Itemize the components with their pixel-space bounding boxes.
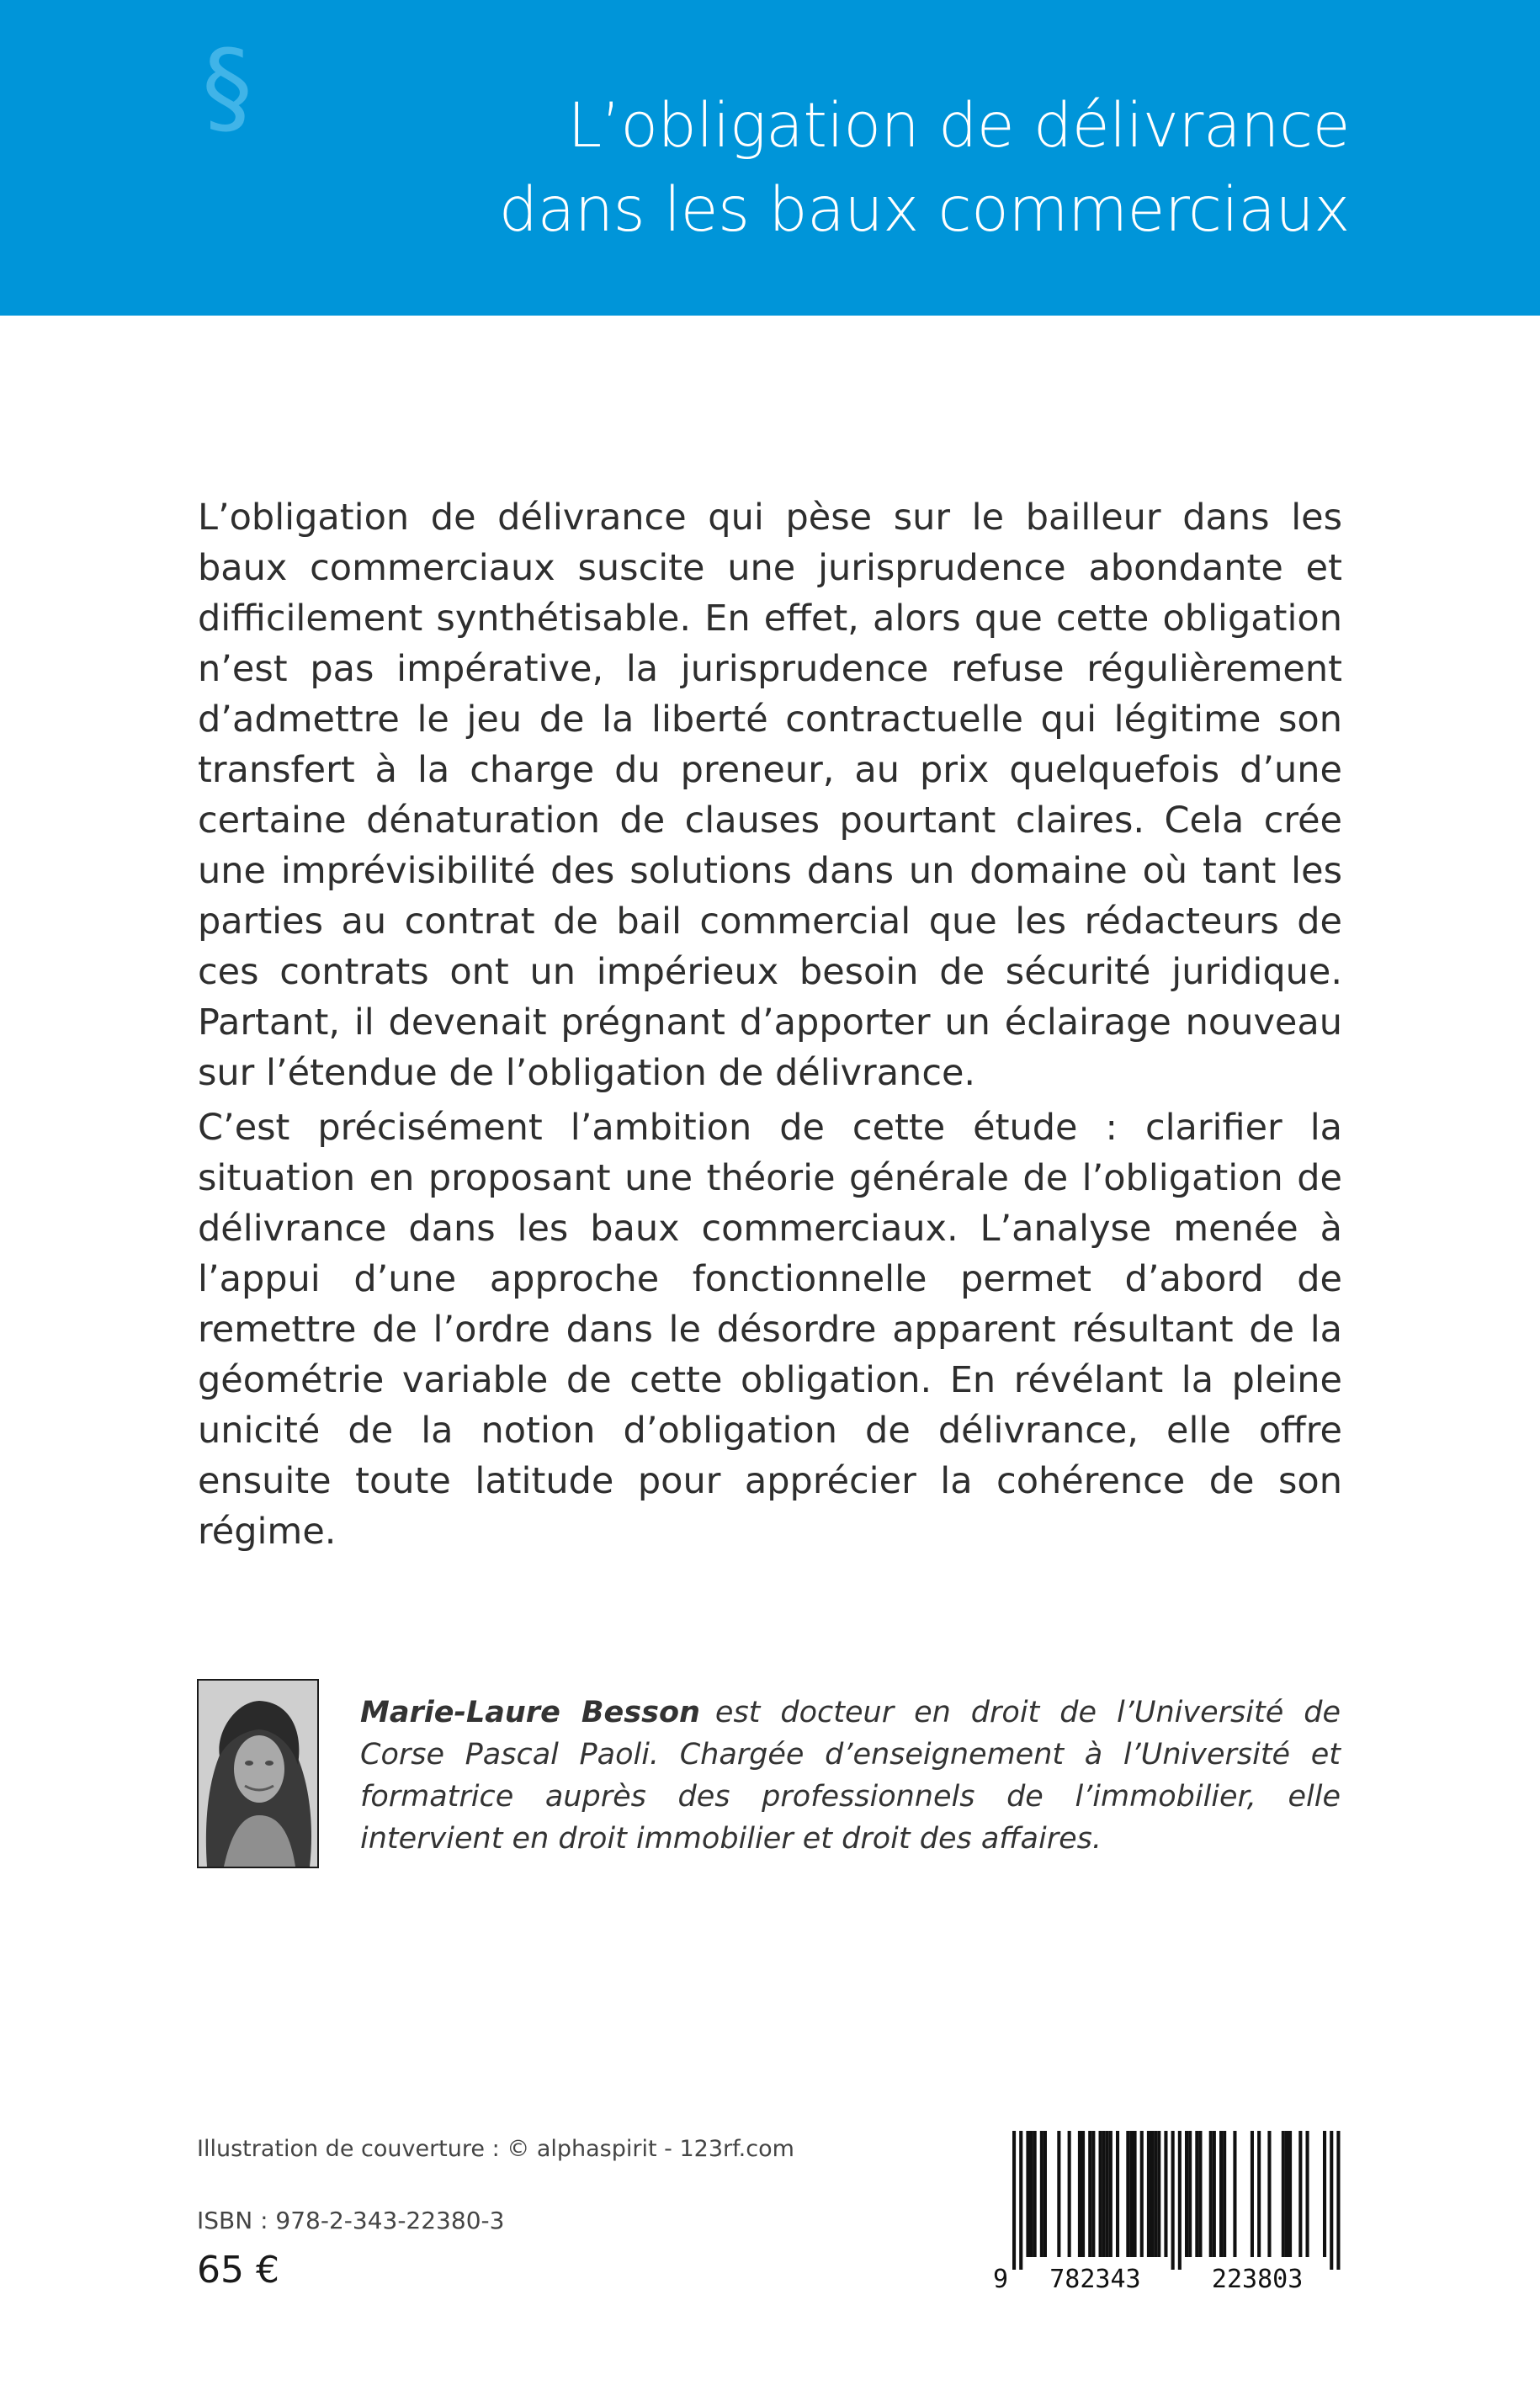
blurb-paragraph-2: C’est précisément l’ambition de cette étude : clarifier la situation en proposant une théorie générale de l’obligation de délivrance dans les baux commerciaux. L’analyse menée à l’appui d’une approche fonctionnelle permet d’abord de remettre de l’ordre dans le désordre apparent résultant de la géométrie variable de cette obligation. En révélant la pleine unicité de la notion d’obligation de délivrance, elle offre ensuite toute latitude pour apprécier la cohérence de son régime. [198, 1107, 1342, 1553]
title-line-2: dans les baux commerciaux [498, 174, 1350, 246]
author-bio [360, 1692, 1341, 1860]
blurb-paragraph-1: L’obligation de délivrance qui pèse sur le bailleur dans les baux commerciaux suscite une jurisprudence abondante et difficilement synthétisable. En effet, alors que cette obligation n’est pas impérative, la jurisprudence refuse régulièrement d’admettre le jeu de la liberté contractuelle qui légitime son transfert à la charge du preneur, au prix quelquefois d’une certaine dénaturation de clauses pourtant claires. Cela crée une imprévisibilité des solutions dans un domaine où tant les parties au contrat de bail commercial que les rédacteurs de ces contrats ont un impérieux besoin de sécurité juridique. Partant, il devenait prégnant d’apporter un éclairage nouveau sur l’étendue de l’obligation de délivrance. [198, 497, 1342, 1094]
barcode-bar [1129, 2131, 1133, 2257]
barcode-bar [1188, 2131, 1192, 2257]
barcode-bar [1213, 2131, 1216, 2257]
barcode-bar [1057, 2131, 1060, 2257]
barcode-digit-first: 9 [992, 2265, 1009, 2291]
barcode-bar [1223, 2131, 1226, 2257]
barcode-bar [1102, 2131, 1106, 2257]
barcode-digits-right: 223803 [1211, 2265, 1304, 2291]
barcode-bar [1091, 2131, 1095, 2257]
barcode-bar [1233, 2131, 1236, 2257]
title-line-1: L’obligation de délivrance [567, 90, 1350, 162]
author-photo [197, 1679, 319, 1868]
barcode-bar [1171, 2131, 1175, 2270]
author-name: Marie-Laure Besson [360, 1696, 700, 1729]
barcode-bar [1251, 2131, 1254, 2257]
barcode-bar [1178, 2131, 1182, 2270]
barcode-bar [1257, 2131, 1261, 2257]
barcode-bar [1026, 2131, 1029, 2257]
barcode-bar [1288, 2131, 1292, 2257]
barcode-bar [1336, 2131, 1340, 2270]
barcode-bar [1209, 2131, 1213, 2257]
barcode-bar [1330, 2131, 1333, 2270]
barcode-bar [1185, 2131, 1188, 2257]
barcode-bar [1126, 2131, 1129, 2257]
price: 65 € [197, 2249, 279, 2292]
author-portrait-image [199, 1681, 317, 1867]
barcode-bar [1030, 2131, 1033, 2257]
barcode-bar [1267, 2131, 1271, 2257]
barcode-bar [1134, 2131, 1137, 2257]
cover-credit: Illustration de couverture : © alphaspirit - 123rf.com [197, 2136, 794, 2162]
barcode-bar [1219, 2131, 1223, 2257]
barcode-bar [1147, 2131, 1150, 2257]
barcode-bar [1099, 2131, 1102, 2257]
book-title [499, 84, 1350, 252]
barcode-bar [1285, 2131, 1288, 2257]
barcode-digits-left: 782343 [1049, 2265, 1141, 2291]
isbn: ISBN : 978-2-343-22380-3 [197, 2207, 505, 2234]
barcode-bar [1012, 2131, 1016, 2270]
barcode-bar [1043, 2131, 1047, 2257]
barcode-bar [1140, 2131, 1144, 2257]
barcode-bar [1106, 2131, 1109, 2257]
barcode-bar [1019, 2131, 1022, 2270]
author-bio-text: est docteur en droit de l’Université de Corse Pascal Paoli. Chargée d’enseignement à l’Université et formatrice auprès des professionnels de l’immobilier, elle intervient en droit immobilier et droit des affaires. [360, 1696, 1341, 1856]
barcode-bar [1150, 2131, 1154, 2257]
barcode-bar [1068, 2131, 1071, 2257]
section-sign-icon: § [202, 29, 252, 146]
barcode-bar [1282, 2131, 1285, 2257]
barcode [989, 2131, 1342, 2291]
barcode-bar [1164, 2131, 1167, 2257]
barcode-bar [1081, 2131, 1085, 2257]
barcode-bar [1116, 2131, 1119, 2257]
barcode-bar [1033, 2131, 1037, 2257]
barcode-bar [1195, 2131, 1198, 2257]
barcode-bar [1078, 2131, 1081, 2257]
barcode-bar [1323, 2131, 1326, 2257]
barcode-bar [1198, 2131, 1202, 2257]
header-band [0, 0, 1540, 316]
barcode-bar [1088, 2131, 1091, 2257]
barcode-bar [1157, 2131, 1160, 2257]
barcode-bar [1298, 2131, 1302, 2257]
barcode-bar [1109, 2131, 1113, 2257]
barcode-bar [1306, 2131, 1309, 2257]
barcode-bar [1040, 2131, 1043, 2257]
barcode-bar [1154, 2131, 1157, 2257]
